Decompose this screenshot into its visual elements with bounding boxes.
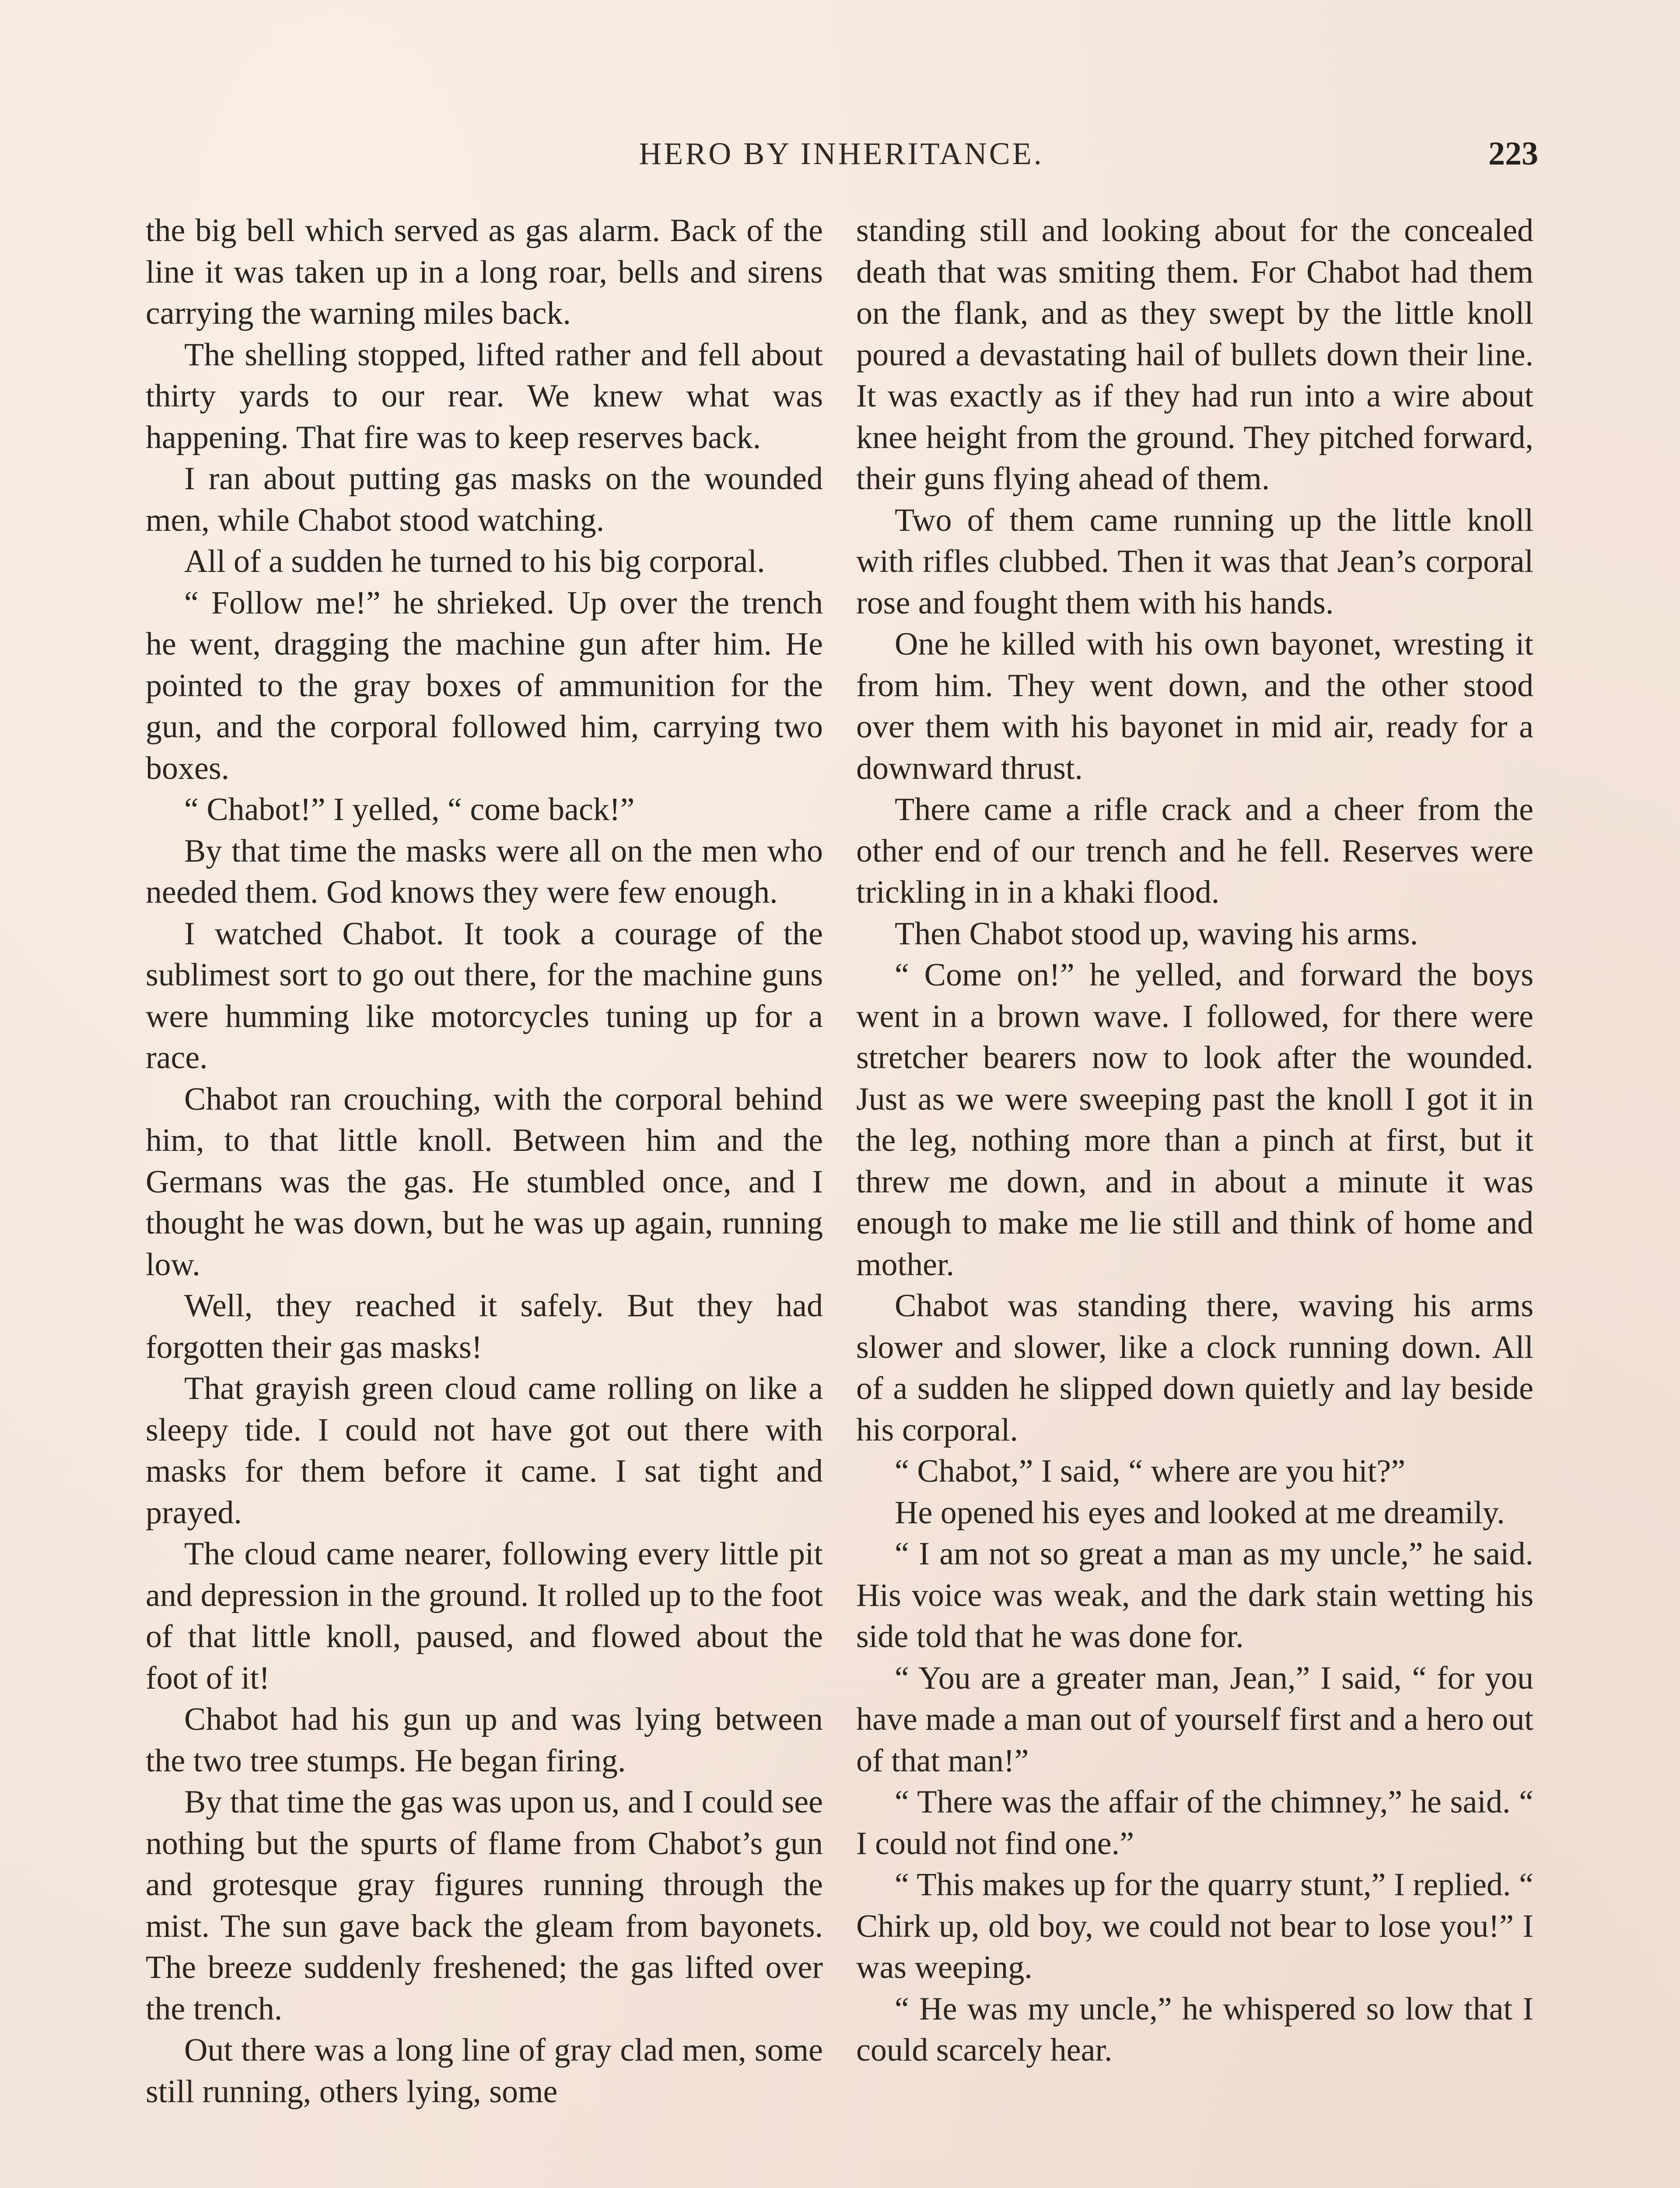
paragraph: One he killed with his own bayonet, wresting it from him. They went down, and the other stood over them with his bayonet in mid air, ready for a downward thrust. (856, 626, 1533, 786)
running-header (144, 130, 1538, 178)
paragraph: I watched Chabot. It took a courage of the sublimest sort to go out there, for the machine guns were humming like motorcycles tuning up for a race. (146, 915, 823, 1076)
page-number: 223 (1488, 135, 1538, 172)
paragraph: By that time the masks were all on the men who needed them. God knows they were few enough. (146, 833, 823, 910)
paragraph: Chabot was standing there, waving his arms slower and slower, like a clock running down. All of a sudden he slipped down quietly and lay beside his corporal. (856, 1288, 1533, 1448)
paragraph: the big bell which served as gas alarm. Back of the line it was taken up in a long roar, bells and sirens carrying the warning miles back. (146, 213, 823, 331)
paragraph: “ This makes up for the quarry stunt,” I replied. “ Chirk up, old boy, we could not bear to lose you!” I was weeping. (856, 1867, 1533, 1985)
paragraph: Chabot ran crouching, with the corporal behind him, to that little knoll. Between him and the Germans was the gas. He stumbled once, and I thought he was down, but he was up again, running low. (146, 1081, 823, 1283)
left-text-column (146, 210, 823, 2112)
paragraph: He opened his eyes and looked at me dreamily. (895, 1494, 1505, 1531)
paragraph: “ Come on!” he yelled, and forward the boys went in a brown wave. I followed, for there were stretcher bearers now to look after the wounded. Just as we were sweeping past the knoll I got it in the leg, nothing more than a pinch at first, but it threw me down, and in about a minute it was enough to make me lie still and think of home and mother. (856, 957, 1533, 1283)
paragraph: That grayish green cloud came rolling on like a sleepy tide. I could not have got out there with masks for them before it came. I sat tight and prayed. (146, 1371, 823, 1531)
paragraph: “ He was my uncle,” he whispered so low that I could scarcely hear. (856, 1991, 1533, 2068)
running-title: HERO BY INHERITANCE. (639, 136, 1044, 171)
paragraph: By that time the gas was upon us, and I could see nothing but the spurts of flame from Chabot’s gun and grotesque gray figures running through the mist. The sun gave back the gleam from bayonets. The breeze suddenly freshened; the gas lifted over the trench. (146, 1784, 823, 2027)
paragraph: Then Chabot stood up, waving his arms. (895, 915, 1418, 952)
paragraph: standing still and looking about for the concealed death that was smiting them. For Chabot had them on the flank, and as they swept by the little knoll poured a devastating hail of bullets down their line. It was exactly as if they had run into a wire about knee height from the ground. They pitched forward, their guns flying ahead of them. (856, 213, 1533, 497)
paragraph: All of a sudden he turned to his big corporal. (184, 543, 765, 579)
paragraph: “ You are a greater man, Jean,” I said, “ for you have made a man out of yourself first and a hero out of that man!” (856, 1660, 1533, 1779)
paragraph: “ I am not so great a man as my uncle,” he said. His voice was weak, and the dark stain wetting his side told that he was done for. (856, 1536, 1533, 1655)
paragraph: “ Follow me!” he shrieked. Up over the trench he went, dragging the machine gun after him. He pointed to the gray boxes of ammunition for the gun, and the corporal followed him, carrying two boxes. (146, 585, 823, 786)
paragraph: There came a rifle crack and a cheer from the other end of our trench and he fell. Reserves were trickling in in a khaki flood. (856, 792, 1533, 910)
paragraph: “ There was the affair of the chimney,” he said. “ I could not find one.” (856, 1784, 1533, 1862)
paragraph: “ Chabot,” I said, “ where are you hit?” (895, 1453, 1406, 1489)
paragraph: Well, they reached it safely. But they had forgotten their gas masks! (146, 1288, 823, 1365)
paragraph: Two of them came running up the little knoll with rifles clubbed. Then it was that Jean’s corporal rose and fought them with his hands. (856, 502, 1533, 621)
paragraph: Out there was a long line of gray clad men, some still running, others lying, some (146, 2032, 823, 2110)
paragraph: The cloud came nearer, following every little pit and depression in the ground. It rolled up to the foot of that little knoll, paused, and flowed about the foot of it! (146, 1536, 823, 1696)
paragraph: Chabot had his gun up and was lying between the two tree stumps. He began firing. (146, 1701, 823, 1779)
paragraph: The shelling stopped, lifted rather and fell about thirty yards to our rear. We knew what was happening. That fire was to keep reserves back. (146, 337, 823, 456)
paragraph: I ran about putting gas masks on the wounded men, while Chabot stood watching. (146, 461, 823, 538)
right-text-column (856, 210, 1533, 2071)
paragraph: “ Chabot!” I yelled, “ come back!” (184, 792, 635, 828)
